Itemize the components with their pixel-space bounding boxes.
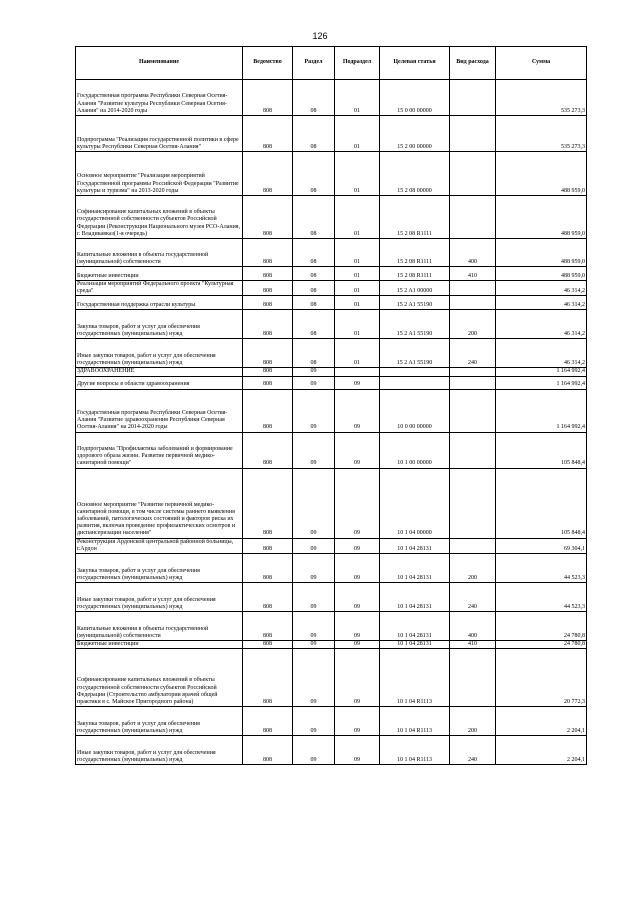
cell-dept: 808 bbox=[243, 468, 293, 538]
cell-dept: 808 bbox=[243, 432, 293, 468]
cell-name: Основное мероприятие "Развитие первичной медико-санитарной помощи, в том числе системы раннего выявления заболеваний, патологических состояний и факторов риска их развития, включая проведение профилактических осмотров и диспансеризации населения" bbox=[76, 468, 243, 538]
table-row bbox=[76, 583, 587, 612]
cell-expense bbox=[450, 376, 496, 389]
cell-target: 15 2 08 R1111 bbox=[380, 267, 450, 281]
cell-dept: 808 bbox=[243, 376, 293, 389]
cell-section: 08 bbox=[293, 152, 335, 196]
cell-expense bbox=[450, 432, 496, 468]
cell-amount: 24 780,8 bbox=[496, 612, 587, 641]
cell-section: 08 bbox=[293, 281, 335, 296]
cell-subsection: 09 bbox=[335, 649, 380, 707]
cell-amount: 24 780,8 bbox=[496, 641, 587, 649]
cell-target: 15 2 A1 55190 bbox=[380, 339, 450, 368]
table-row bbox=[76, 707, 587, 736]
cell-name: Основное мероприятие "Реализация мероприятий Государственной программы Российской Федерации "Развитие культуры и туризма" на 2013-2020 годы bbox=[76, 152, 243, 196]
cell-amount: 44 523,3 bbox=[496, 554, 587, 583]
table-row bbox=[76, 267, 587, 281]
cell-name: ЗДРАВООХРАНЕНИЕ bbox=[76, 368, 243, 376]
cell-expense: 240 bbox=[450, 583, 496, 612]
cell-name: Иные закупки товаров, работ и услуг для обеспечения государственных (муниципальных) нужд bbox=[76, 339, 243, 368]
cell-target: 10 1 04 28131 bbox=[380, 538, 450, 553]
cell-amount: 105 848,4 bbox=[496, 468, 587, 538]
cell-name: Подпрограмма "Реализация государственной политики в сфере культуры Республики Северная Осетия-Алания" bbox=[76, 116, 243, 152]
table-row bbox=[76, 612, 587, 641]
cell-subsection: 09 bbox=[335, 641, 380, 649]
cell-dept: 808 bbox=[243, 389, 293, 432]
cell-subsection bbox=[335, 368, 380, 376]
table-row bbox=[76, 152, 587, 196]
cell-amount: 488 959,0 bbox=[496, 239, 587, 267]
cell-section: 09 bbox=[293, 583, 335, 612]
header-row bbox=[76, 47, 587, 80]
table-row bbox=[76, 80, 587, 116]
table-row bbox=[76, 281, 587, 296]
cell-amount: 535 273,3 bbox=[496, 116, 587, 152]
table-row bbox=[76, 196, 587, 239]
cell-expense bbox=[450, 196, 496, 239]
cell-name: Государственная программа Республики Северная Осетия-Алания "Развитие культуры Республики Северная Осетия-Алания" на 2014-2020 годы bbox=[76, 80, 243, 116]
cell-target: 15 2 08 R1111 bbox=[380, 196, 450, 239]
cell-subsection: 09 bbox=[335, 612, 380, 641]
header-name: Наименование bbox=[76, 47, 243, 80]
cell-section: 08 bbox=[293, 310, 335, 339]
cell-subsection: 01 bbox=[335, 239, 380, 267]
cell-subsection: 01 bbox=[335, 80, 380, 116]
cell-name: Государственная поддержка отрасли культуры bbox=[76, 296, 243, 310]
cell-target: 10 0 00 00000 bbox=[380, 389, 450, 432]
header-dept: Ведомство bbox=[243, 47, 293, 80]
cell-target: 10 1 04 R1113 bbox=[380, 736, 450, 765]
cell-subsection: 01 bbox=[335, 196, 380, 239]
cell-name: Капитальные вложения в объекты государственной (муниципальной) собственности bbox=[76, 239, 243, 267]
cell-subsection: 01 bbox=[335, 281, 380, 296]
cell-dept: 808 bbox=[243, 641, 293, 649]
cell-name: Закупка товаров, работ и услуг для обеспечения государственных (муниципальных) нужд bbox=[76, 707, 243, 736]
table-row bbox=[76, 641, 587, 649]
cell-subsection: 09 bbox=[335, 468, 380, 538]
cell-target: 10 1 04 00000 bbox=[380, 468, 450, 538]
cell-subsection: 09 bbox=[335, 376, 380, 389]
cell-expense bbox=[450, 296, 496, 310]
cell-section: 08 bbox=[293, 296, 335, 310]
cell-amount: 46 314,2 bbox=[496, 281, 587, 296]
cell-target: 15 2 08 R1111 bbox=[380, 239, 450, 267]
cell-dept: 808 bbox=[243, 538, 293, 553]
cell-expense bbox=[450, 80, 496, 116]
cell-amount: 535 273,3 bbox=[496, 80, 587, 116]
cell-subsection: 01 bbox=[335, 152, 380, 196]
cell-target: 15 2 08 00000 bbox=[380, 152, 450, 196]
cell-name: Реконструкция Ардонской центральной районной больницы, г.Ардон bbox=[76, 538, 243, 553]
table-row bbox=[76, 538, 587, 553]
cell-section: 09 bbox=[293, 538, 335, 553]
cell-name: Бюджетные инвестиции bbox=[76, 267, 243, 281]
cell-section: 09 bbox=[293, 707, 335, 736]
cell-subsection: 09 bbox=[335, 432, 380, 468]
cell-section: 09 bbox=[293, 468, 335, 538]
header-subsection: Подраздел bbox=[335, 47, 380, 80]
cell-dept: 808 bbox=[243, 267, 293, 281]
cell-target: 15 2 A1 55190 bbox=[380, 310, 450, 339]
cell-name: Иные закупки товаров, работ и услуг для обеспечения государственных (муниципальных) нужд bbox=[76, 736, 243, 765]
cell-name: Реализация мероприятий Федерального проекта "Культурная среда" bbox=[76, 281, 243, 296]
cell-dept: 808 bbox=[243, 296, 293, 310]
cell-expense bbox=[450, 389, 496, 432]
cell-subsection: 09 bbox=[335, 538, 380, 553]
cell-subsection: 09 bbox=[335, 554, 380, 583]
cell-section: 08 bbox=[293, 116, 335, 152]
cell-dept: 808 bbox=[243, 310, 293, 339]
table-row bbox=[76, 310, 587, 339]
cell-target: 10 1 04 28131 bbox=[380, 554, 450, 583]
cell-dept: 808 bbox=[243, 554, 293, 583]
cell-subsection: 01 bbox=[335, 116, 380, 152]
cell-dept: 808 bbox=[243, 152, 293, 196]
cell-section: 09 bbox=[293, 376, 335, 389]
cell-name: Софинансирование капитальных вложений в объекты государственной собственности субъектов Российской Федерации (Строительство амбулатории врачей общей практики в с. Майское Пригородного района) bbox=[76, 649, 243, 707]
cell-amount: 488 959,0 bbox=[496, 152, 587, 196]
table-row bbox=[76, 389, 587, 432]
cell-amount: 1 164 992,4 bbox=[496, 376, 587, 389]
cell-section: 08 bbox=[293, 196, 335, 239]
table-row bbox=[76, 376, 587, 389]
cell-name: Другие вопросы в области здравоохранения bbox=[76, 376, 243, 389]
cell-target: 15 2 A1 55190 bbox=[380, 296, 450, 310]
cell-amount: 46 314,2 bbox=[496, 310, 587, 339]
cell-dept: 808 bbox=[243, 116, 293, 152]
cell-amount: 1 164 992,4 bbox=[496, 368, 587, 376]
cell-section: 09 bbox=[293, 649, 335, 707]
table-row bbox=[76, 432, 587, 468]
cell-amount: 69 304,1 bbox=[496, 538, 587, 553]
cell-amount: 1 164 992,4 bbox=[496, 389, 587, 432]
cell-name: Капитальные вложения в объекты государственной (муниципальной) собственности bbox=[76, 612, 243, 641]
table-row bbox=[76, 239, 587, 267]
cell-section: 09 bbox=[293, 432, 335, 468]
cell-section: 08 bbox=[293, 239, 335, 267]
cell-amount: 46 314,2 bbox=[496, 296, 587, 310]
cell-name: Бюджетные инвестиции bbox=[76, 641, 243, 649]
cell-section: 08 bbox=[293, 267, 335, 281]
table-row bbox=[76, 554, 587, 583]
cell-expense: 240 bbox=[450, 339, 496, 368]
cell-subsection: 01 bbox=[335, 267, 380, 281]
cell-amount: 105 848,4 bbox=[496, 432, 587, 468]
cell-amount: 2 204,1 bbox=[496, 736, 587, 765]
cell-dept: 808 bbox=[243, 612, 293, 641]
cell-section: 08 bbox=[293, 80, 335, 116]
header-expense: Вид расхода bbox=[450, 47, 496, 80]
cell-expense: 200 bbox=[450, 310, 496, 339]
cell-section: 09 bbox=[293, 389, 335, 432]
cell-target: 15 0 00 00000 bbox=[380, 80, 450, 116]
cell-name: Государственная программа Республики Северная Осетия-Алания "Развитие здравоохранения Республики Северная Осетия-Алания" на 2014-2020 годы bbox=[76, 389, 243, 432]
cell-expense bbox=[450, 649, 496, 707]
cell-section: 09 bbox=[293, 368, 335, 376]
cell-expense: 400 bbox=[450, 612, 496, 641]
cell-subsection: 09 bbox=[335, 736, 380, 765]
cell-target bbox=[380, 368, 450, 376]
cell-name: Закупка товаров, работ и услуг для обеспечения государственных (муниципальных) нужд bbox=[76, 310, 243, 339]
cell-dept: 808 bbox=[243, 80, 293, 116]
cell-subsection: 01 bbox=[335, 310, 380, 339]
cell-dept: 808 bbox=[243, 649, 293, 707]
table-row bbox=[76, 339, 587, 368]
page-number: 126 bbox=[312, 31, 328, 41]
cell-target bbox=[380, 376, 450, 389]
cell-name: Закупка товаров, работ и услуг для обеспечения государственных (муниципальных) нужд bbox=[76, 554, 243, 583]
cell-target: 10 1 04 28131 bbox=[380, 641, 450, 649]
cell-subsection: 01 bbox=[335, 339, 380, 368]
cell-dept: 808 bbox=[243, 239, 293, 267]
cell-dept: 808 bbox=[243, 196, 293, 239]
cell-dept: 808 bbox=[243, 583, 293, 612]
cell-expense bbox=[450, 368, 496, 376]
cell-expense bbox=[450, 538, 496, 553]
table-row bbox=[76, 649, 587, 707]
cell-section: 09 bbox=[293, 736, 335, 765]
cell-dept: 808 bbox=[243, 339, 293, 368]
cell-expense bbox=[450, 152, 496, 196]
cell-expense bbox=[450, 281, 496, 296]
table-row bbox=[76, 116, 587, 152]
cell-subsection: 09 bbox=[335, 707, 380, 736]
cell-name: Подпрограмма "Профилактика заболеваний и формирование здорового образа жизни. Развитие первичной медико-санитарной помощи" bbox=[76, 432, 243, 468]
cell-amount: 20 772,3 bbox=[496, 649, 587, 707]
cell-name: Иные закупки товаров, работ и услуг для обеспечения государственных (муниципальных) нужд bbox=[76, 583, 243, 612]
table-row bbox=[76, 736, 587, 765]
cell-amount: 488 959,0 bbox=[496, 196, 587, 239]
cell-expense bbox=[450, 468, 496, 538]
cell-expense: 200 bbox=[450, 554, 496, 583]
cell-dept: 808 bbox=[243, 736, 293, 765]
header-target: Целевая статья bbox=[380, 47, 450, 80]
cell-target: 15 2 A1 00000 bbox=[380, 281, 450, 296]
cell-target: 15 2 00 00000 bbox=[380, 116, 450, 152]
cell-section: 09 bbox=[293, 554, 335, 583]
cell-dept: 808 bbox=[243, 707, 293, 736]
cell-subsection: 09 bbox=[335, 389, 380, 432]
cell-expense: 410 bbox=[450, 267, 496, 281]
cell-target: 10 1 04 R1113 bbox=[380, 707, 450, 736]
table-row bbox=[76, 296, 587, 310]
table-row bbox=[76, 468, 587, 538]
cell-expense: 200 bbox=[450, 707, 496, 736]
cell-section: 09 bbox=[293, 641, 335, 649]
cell-dept: 808 bbox=[243, 281, 293, 296]
cell-target: 10 1 04 28131 bbox=[380, 583, 450, 612]
cell-expense: 240 bbox=[450, 736, 496, 765]
cell-expense bbox=[450, 116, 496, 152]
cell-amount: 44 523,3 bbox=[496, 583, 587, 612]
budget-table bbox=[75, 46, 587, 765]
cell-section: 09 bbox=[293, 612, 335, 641]
cell-expense: 400 bbox=[450, 239, 496, 267]
cell-amount: 2 204,1 bbox=[496, 707, 587, 736]
header-section: Раздел bbox=[293, 47, 335, 80]
header-amount: Сумма bbox=[496, 47, 587, 80]
cell-subsection: 09 bbox=[335, 583, 380, 612]
cell-section: 08 bbox=[293, 339, 335, 368]
cell-name: Софинансирование капитальных вложений в объекты государственной собственности субъектов Российской Федерации (Реконструкция Национального музея РСО-Алания, г. Владикавказ(1-я очередь) bbox=[76, 196, 243, 239]
cell-dept: 808 bbox=[243, 368, 293, 376]
cell-expense: 410 bbox=[450, 641, 496, 649]
cell-target: 10 1 04 28131 bbox=[380, 612, 450, 641]
table-row bbox=[76, 368, 587, 376]
cell-subsection: 01 bbox=[335, 296, 380, 310]
cell-amount: 46 314,2 bbox=[496, 339, 587, 368]
cell-target: 10 1 04 R1113 bbox=[380, 649, 450, 707]
cell-amount: 488 959,0 bbox=[496, 267, 587, 281]
cell-target: 10 1 00 00000 bbox=[380, 432, 450, 468]
